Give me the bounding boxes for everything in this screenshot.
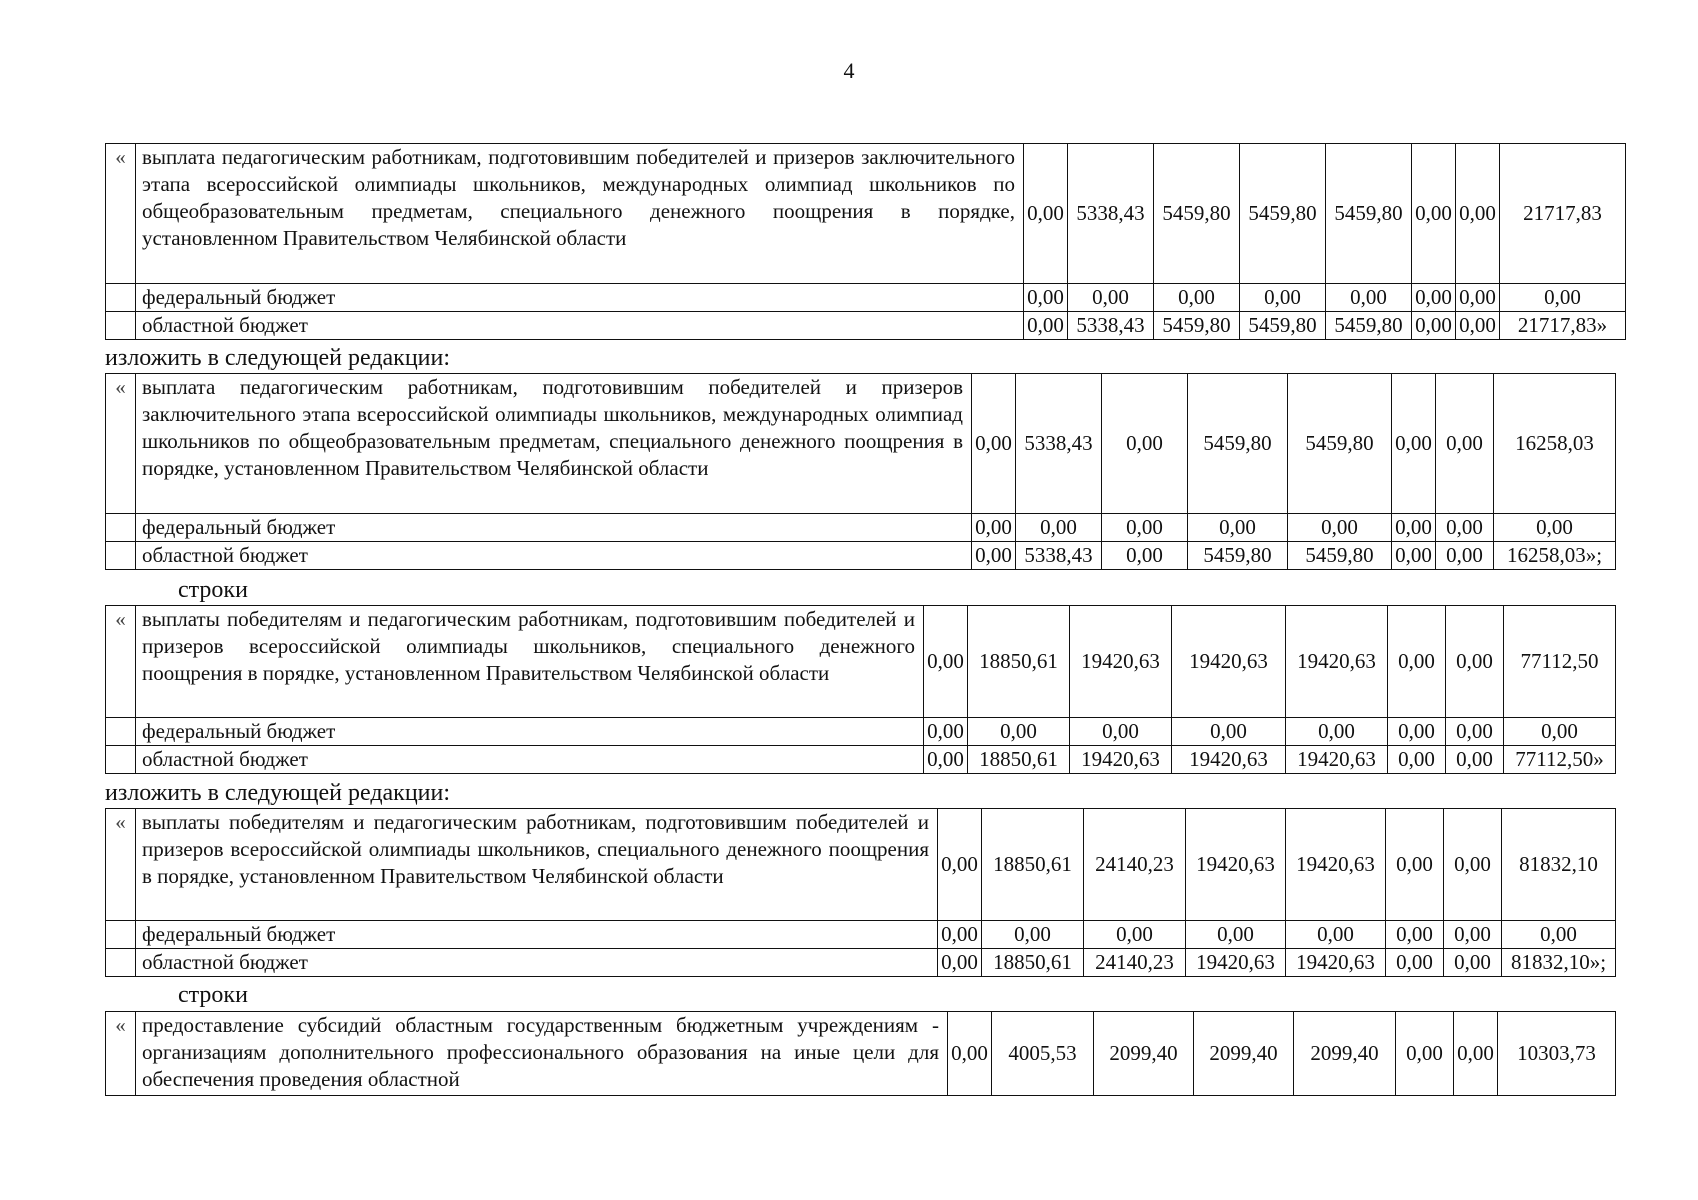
- value-cell: 5459,80: [1188, 374, 1288, 514]
- value-cell: 0,00: [1436, 514, 1494, 542]
- value-cell: 24140,23: [1084, 809, 1186, 921]
- value-cell: 18850,61: [982, 949, 1084, 977]
- value-cell: 5459,80: [1240, 144, 1326, 284]
- value-cell: 5338,43: [1068, 312, 1154, 340]
- value-cell: 0,00: [938, 949, 982, 977]
- value-cell: 0,00: [924, 746, 968, 774]
- value-cell: 5459,80: [1288, 542, 1392, 570]
- value-cell: 0,00: [1412, 144, 1456, 284]
- federal-budget-label: федеральный бюджет: [136, 921, 938, 949]
- value-cell: 0,00: [1186, 921, 1286, 949]
- value-cell: 2099,40: [1194, 1012, 1294, 1096]
- total-cell: 77112,50: [1504, 606, 1616, 718]
- value-cell: 5459,80: [1326, 312, 1412, 340]
- table-new-olympiad-winners: [105, 808, 1616, 977]
- value-cell: 0,00: [972, 542, 1016, 570]
- value-cell: 0,00: [1446, 746, 1504, 774]
- value-cell: 18850,61: [982, 809, 1084, 921]
- value-cell: 0,00: [1436, 542, 1494, 570]
- table-current-subsidies: [105, 1011, 1616, 1096]
- value-cell: 0,00: [1102, 514, 1188, 542]
- row-description: выплата педагогическим работникам, подготовившим победителей и призеров заключительного этапа всероссийской олимпиады школьников, международных олимпиад школьников по общеобразовательным предметам, специального денежного поощрения в порядке, установленном Правительством Челябинской области: [136, 374, 972, 514]
- total-cell: 77112,50»: [1504, 746, 1616, 774]
- total-cell: 21717,83: [1500, 144, 1626, 284]
- value-cell: 19420,63: [1286, 949, 1386, 977]
- value-cell: 24140,23: [1084, 949, 1186, 977]
- value-cell: 0,00: [1386, 921, 1444, 949]
- value-cell: 0,00: [1388, 606, 1446, 718]
- value-cell: 0,00: [938, 921, 982, 949]
- row-description: выплата педагогическим работникам, подготовившим победителей и призеров заключительного этапа всероссийской олимпиады школьников, международных олимпиад школьников по общеобразовательным предметам, специального денежного поощрения в порядке, установленном Правительством Челябинской области: [136, 144, 1024, 284]
- value-cell: 0,00: [1456, 312, 1500, 340]
- row-description: предоставление субсидий областным государственным бюджетным учреждениям - организациям дополнительного профессионального образования на иные цели для обеспечения проведения областной: [136, 1012, 948, 1096]
- total-cell: 10303,73: [1498, 1012, 1616, 1096]
- value-cell: 0,00: [1286, 718, 1388, 746]
- value-cell: 0,00: [1102, 542, 1188, 570]
- value-cell: 0,00: [948, 1012, 992, 1096]
- value-cell: 2099,40: [1294, 1012, 1396, 1096]
- regional-budget-label: областной бюджет: [136, 746, 924, 774]
- value-cell: 0,00: [1412, 312, 1456, 340]
- value-cell: 19420,63: [1186, 949, 1286, 977]
- row-description: выплаты победителям и педагогическим работникам, подготовившим победителей и призеров всероссийской олимпиады школьников, специального денежного поощрения в порядке, установленном Правительством Челябинской области: [136, 809, 938, 921]
- value-cell: 0,00: [1102, 374, 1188, 514]
- value-cell: 19420,63: [1286, 809, 1386, 921]
- value-cell: 5459,80: [1288, 374, 1392, 514]
- value-cell: 18850,61: [968, 606, 1070, 718]
- value-cell: 0,00: [968, 718, 1070, 746]
- value-cell: 0,00: [1172, 718, 1286, 746]
- value-cell: 0,00: [1412, 284, 1456, 312]
- value-cell: 19420,63: [1172, 746, 1286, 774]
- value-cell: 0,00: [924, 606, 968, 718]
- federal-budget-label: федеральный бюджет: [136, 514, 972, 542]
- table-new-olympiad-final-stage: [105, 373, 1616, 570]
- opening-quote: «: [106, 144, 136, 284]
- value-cell: 5459,80: [1154, 312, 1240, 340]
- table-current-olympiad-winners: [105, 605, 1616, 774]
- value-cell: 0,00: [1070, 718, 1172, 746]
- value-cell: 0,00: [1240, 284, 1326, 312]
- value-cell: 0,00: [1392, 374, 1436, 514]
- table-row-regional: [106, 542, 1616, 570]
- value-cell: 0,00: [1024, 144, 1068, 284]
- value-cell: 5459,80: [1188, 542, 1288, 570]
- federal-budget-label: федеральный бюджет: [136, 718, 924, 746]
- total-cell: 16258,03»;: [1494, 542, 1616, 570]
- value-cell: 5338,43: [1016, 542, 1102, 570]
- regional-budget-label: областной бюджет: [136, 542, 972, 570]
- redaction-caption: изложить в следующей редакции:: [105, 345, 451, 371]
- value-cell: 0,00: [924, 718, 968, 746]
- redaction-caption: изложить в следующей редакции:: [105, 780, 451, 806]
- table-current-olympiad-final-stage: [105, 143, 1626, 340]
- value-cell: 2099,40: [1094, 1012, 1194, 1096]
- value-cell: 0,00: [1024, 284, 1068, 312]
- value-cell: 0,00: [982, 921, 1084, 949]
- value-cell: 0,00: [938, 809, 982, 921]
- value-cell: 0,00: [1154, 284, 1240, 312]
- regional-budget-label: областной бюджет: [136, 312, 1024, 340]
- federal-budget-label: федеральный бюджет: [136, 284, 1024, 312]
- value-cell: 19420,63: [1070, 606, 1172, 718]
- value-cell: 0,00: [1386, 949, 1444, 977]
- value-cell: 0,00: [1068, 284, 1154, 312]
- total-cell: 81832,10»;: [1502, 949, 1616, 977]
- value-cell: 0,00: [1454, 1012, 1498, 1096]
- value-cell: 18850,61: [968, 746, 1070, 774]
- value-cell: 0,00: [1444, 809, 1502, 921]
- value-cell: 4005,53: [992, 1012, 1094, 1096]
- value-cell: 0,00: [1326, 284, 1412, 312]
- value-cell: 19420,63: [1286, 746, 1388, 774]
- total-cell: 0,00: [1504, 718, 1616, 746]
- total-cell: 16258,03: [1494, 374, 1616, 514]
- opening-quote: «: [106, 809, 136, 921]
- value-cell: 0,00: [1456, 144, 1500, 284]
- value-cell: 0,00: [1388, 746, 1446, 774]
- value-cell: 0,00: [1396, 1012, 1454, 1096]
- table-row-regional: [106, 312, 1626, 340]
- value-cell: 0,00: [1188, 514, 1288, 542]
- value-cell: 0,00: [1386, 809, 1444, 921]
- value-cell: 5338,43: [1016, 374, 1102, 514]
- table-row-main: [106, 1012, 1616, 1096]
- value-cell: 0,00: [1388, 718, 1446, 746]
- table-row-federal: [106, 921, 1616, 949]
- table-row-federal: [106, 514, 1616, 542]
- value-cell: 0,00: [1456, 284, 1500, 312]
- total-cell: 0,00: [1502, 921, 1616, 949]
- opening-quote: «: [106, 374, 136, 514]
- value-cell: 0,00: [1392, 514, 1436, 542]
- value-cell: 0,00: [1444, 921, 1502, 949]
- opening-quote: «: [106, 1012, 136, 1096]
- total-cell: 21717,83»: [1500, 312, 1626, 340]
- table-row-federal: [106, 718, 1616, 746]
- regional-budget-label: областной бюджет: [136, 949, 938, 977]
- value-cell: 0,00: [1024, 312, 1068, 340]
- value-cell: 5338,43: [1068, 144, 1154, 284]
- value-cell: 0,00: [972, 514, 1016, 542]
- rows-caption: строки: [178, 982, 248, 1008]
- total-cell: 0,00: [1494, 514, 1616, 542]
- value-cell: 0,00: [1444, 949, 1502, 977]
- rows-caption: строки: [178, 577, 248, 603]
- value-cell: 0,00: [1446, 606, 1504, 718]
- value-cell: 19420,63: [1172, 606, 1286, 718]
- row-description: выплаты победителям и педагогическим работникам, подготовившим победителей и призеров всероссийской олимпиады школьников, специального денежного поощрения в порядке, установленном Правительством Челябинской области: [136, 606, 924, 718]
- table-row-regional: [106, 746, 1616, 774]
- value-cell: 0,00: [1436, 374, 1494, 514]
- value-cell: 5459,80: [1240, 312, 1326, 340]
- table-row-main: [106, 144, 1626, 284]
- opening-quote: «: [106, 606, 136, 718]
- value-cell: 0,00: [1286, 921, 1386, 949]
- value-cell: 5459,80: [1326, 144, 1412, 284]
- value-cell: 0,00: [1446, 718, 1504, 746]
- total-cell: 81832,10: [1502, 809, 1616, 921]
- table-row-main: [106, 606, 1616, 718]
- table-row-main: [106, 374, 1616, 514]
- value-cell: 19420,63: [1186, 809, 1286, 921]
- value-cell: 0,00: [1288, 514, 1392, 542]
- value-cell: 0,00: [1016, 514, 1102, 542]
- total-cell: 0,00: [1500, 284, 1626, 312]
- value-cell: 19420,63: [1070, 746, 1172, 774]
- table-row-main: [106, 809, 1616, 921]
- value-cell: 0,00: [1392, 542, 1436, 570]
- value-cell: 0,00: [1084, 921, 1186, 949]
- table-row-regional: [106, 949, 1616, 977]
- value-cell: 5459,80: [1154, 144, 1240, 284]
- value-cell: 19420,63: [1286, 606, 1388, 718]
- value-cell: 0,00: [972, 374, 1016, 514]
- table-row-federal: [106, 284, 1626, 312]
- page-number: 4: [843, 58, 855, 83]
